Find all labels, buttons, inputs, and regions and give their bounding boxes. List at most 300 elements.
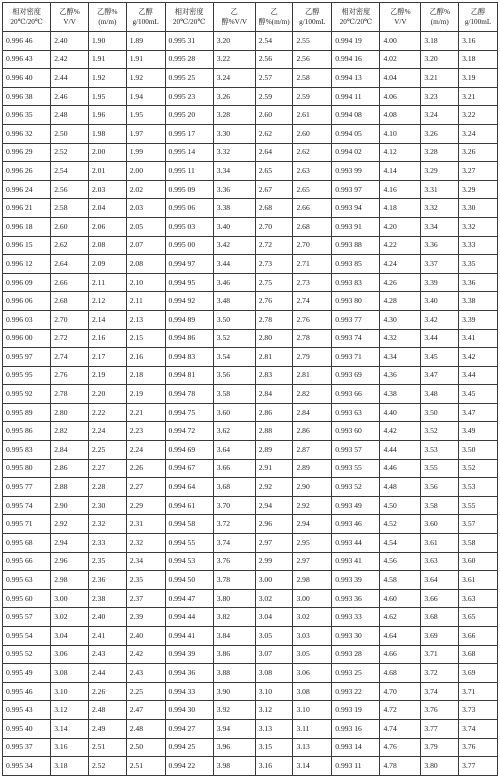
table-cell: 2.35 [126, 571, 165, 590]
table-cell: 2.47 [126, 701, 165, 720]
table-cell: 3.90 [213, 682, 255, 701]
table-cell: 4.78 [380, 757, 421, 776]
table-cell: 0.995 40 [3, 719, 51, 738]
table-cell: 1.91 [126, 50, 165, 69]
table-cell: 0.994 02 [332, 143, 380, 162]
table-cell: 3.24 [421, 106, 459, 125]
table-cell: 2.43 [88, 645, 126, 664]
table-cell: 0.994 19 [332, 32, 380, 51]
table-cell: 3.63 [459, 589, 498, 608]
table-cell: 0.993 14 [332, 738, 380, 757]
table-cell: 2.99 [255, 552, 293, 571]
table-cell: 0.995 23 [165, 87, 213, 106]
table-cell: 3.47 [421, 366, 459, 385]
table-cell: 2.04 [88, 199, 126, 218]
table-cell: 3.76 [421, 701, 459, 720]
table-row [3, 757, 498, 776]
table-cell: 3.60 [459, 552, 498, 571]
table-cell: 2.66 [293, 199, 332, 218]
table-cell: 2.76 [255, 292, 293, 311]
table-cell: 3.96 [213, 738, 255, 757]
table-cell: 0.995 54 [3, 627, 51, 646]
table-cell: 2.33 [88, 534, 126, 553]
column-header [459, 3, 498, 32]
table-cell: 3.14 [293, 757, 332, 776]
table-cell: 3.57 [459, 515, 498, 534]
table-cell: 0.993 63 [332, 403, 380, 422]
table-cell: 2.71 [293, 255, 332, 274]
table-cell: 3.39 [459, 310, 498, 329]
table-cell: 2.32 [88, 515, 126, 534]
table-cell: 0.994 44 [165, 608, 213, 627]
table-cell: 2.39 [126, 608, 165, 627]
table-cell: 0.994 30 [165, 701, 213, 720]
table-cell: 3.10 [255, 682, 293, 701]
column-header-line: 相对密度 [341, 8, 371, 16]
column-header-line: 20℃/20℃ [10, 18, 43, 26]
table-cell: 2.73 [293, 273, 332, 292]
table-cell: 0.995 60 [3, 589, 51, 608]
table-row [3, 217, 498, 236]
table-cell: 4.26 [380, 273, 421, 292]
table-cell: 0.993 71 [332, 348, 380, 367]
table-cell: 3.36 [213, 180, 255, 199]
table-cell: 3.45 [421, 348, 459, 367]
table-cell: 3.27 [459, 162, 498, 181]
table-cell: 2.79 [293, 348, 332, 367]
table-cell: 3.20 [213, 32, 255, 51]
table-cell: 0.993 77 [332, 310, 380, 329]
table-cell: 0.993 66 [332, 385, 380, 404]
table-cell: 3.19 [459, 69, 498, 88]
column-header-line: g/100mL [132, 18, 159, 26]
table-cell: 0.994 72 [165, 422, 213, 441]
table-cell: 3.71 [459, 682, 498, 701]
table-cell: 3.20 [421, 50, 459, 69]
table-cell: 2.61 [293, 106, 332, 125]
table-cell: 2.75 [255, 273, 293, 292]
table-cell: 3.13 [255, 719, 293, 738]
table-cell: 3.16 [255, 757, 293, 776]
table-cell: 2.42 [126, 645, 165, 664]
column-header-line: 乙 [230, 8, 238, 16]
table-cell: 3.74 [421, 682, 459, 701]
table-row [3, 292, 498, 311]
table-cell: 3.70 [213, 496, 255, 515]
column-header [126, 3, 165, 32]
table-cell: 3.42 [421, 310, 459, 329]
table-cell: 2.97 [255, 534, 293, 553]
table-cell: 2.16 [88, 329, 126, 348]
table-cell: 0.995 06 [165, 199, 213, 218]
table-cell: 2.58 [51, 199, 89, 218]
table-cell: 2.28 [88, 478, 126, 497]
table-cell: 0.995 71 [3, 515, 51, 534]
table-cell: 0.995 74 [3, 496, 51, 515]
table-cell: 2.44 [88, 664, 126, 683]
table-cell: 0.996 21 [3, 199, 51, 218]
table-cell: 0.996 32 [3, 124, 51, 143]
table-cell: 0.996 03 [3, 310, 51, 329]
table-cell: 3.66 [421, 589, 459, 608]
table-row [3, 124, 498, 143]
column-header-line: 醇%(m/m) [258, 18, 290, 26]
table-cell: 0.994 05 [332, 124, 380, 143]
table-cell: 3.02 [293, 608, 332, 627]
table-cell: 0.995 52 [3, 645, 51, 664]
column-header-line: 乙醇% [97, 8, 118, 16]
table-cell: 2.86 [255, 403, 293, 422]
table-cell: 3.36 [421, 236, 459, 255]
table-cell: 3.88 [213, 664, 255, 683]
column-header [380, 3, 421, 32]
table-cell: 4.50 [380, 496, 421, 515]
table-cell: 3.66 [459, 627, 498, 646]
table-cell: 2.81 [293, 366, 332, 385]
table-cell: 0.994 64 [165, 478, 213, 497]
table-cell: 3.72 [421, 664, 459, 683]
table-cell: 2.92 [255, 478, 293, 497]
table-cell: 3.23 [421, 87, 459, 106]
table-cell: 0.993 22 [332, 682, 380, 701]
table-cell: 4.68 [380, 664, 421, 683]
table-cell: 2.70 [293, 236, 332, 255]
table-cell: 0.994 83 [165, 348, 213, 367]
table-cell: 3.30 [213, 124, 255, 143]
table-cell: 4.36 [380, 366, 421, 385]
table-cell: 3.65 [459, 608, 498, 627]
table-cell: 3.46 [213, 273, 255, 292]
table-cell: 0.994 25 [165, 738, 213, 757]
table-cell: 3.36 [459, 273, 498, 292]
table-cell: 4.06 [380, 87, 421, 106]
table-cell: 3.52 [421, 422, 459, 441]
table-cell: 3.32 [213, 143, 255, 162]
table-cell: 0.995 95 [3, 366, 51, 385]
table-cell: 3.16 [459, 32, 498, 51]
column-header-line: 相对密度 [12, 8, 41, 16]
table-cell: 2.86 [51, 459, 89, 478]
table-cell: 3.68 [459, 645, 498, 664]
table-cell: 2.50 [126, 738, 165, 757]
table-cell: 2.78 [293, 329, 332, 348]
table-cell: 1.98 [88, 124, 126, 143]
table-cell: 2.94 [51, 534, 89, 553]
table-cell: 3.50 [421, 403, 459, 422]
table-cell: 2.62 [255, 124, 293, 143]
table-cell: 2.96 [255, 515, 293, 534]
table-cell: 1.92 [126, 69, 165, 88]
table-cell: 4.74 [380, 719, 421, 738]
table-cell: 2.65 [255, 162, 293, 181]
table-cell: 3.73 [459, 701, 498, 720]
table-cell: 2.78 [51, 385, 89, 404]
table-cell: 2.31 [126, 515, 165, 534]
table-cell: 0.995 34 [3, 757, 51, 776]
table-cell: 2.98 [293, 571, 332, 590]
table-cell: 2.48 [88, 701, 126, 720]
table-cell: 3.50 [459, 441, 498, 460]
table-cell: 2.65 [293, 180, 332, 199]
table-cell: 2.82 [51, 422, 89, 441]
table-cell: 2.26 [126, 459, 165, 478]
table-cell: 2.49 [88, 719, 126, 738]
table-cell: 3.68 [213, 478, 255, 497]
table-cell: 0.993 39 [332, 571, 380, 590]
table-cell: 3.78 [213, 571, 255, 590]
table-cell: 3.16 [51, 738, 89, 757]
table-cell: 2.62 [293, 143, 332, 162]
table-cell: 2.44 [51, 69, 89, 88]
table-cell: 0.993 44 [332, 534, 380, 553]
table-cell: 3.41 [459, 329, 498, 348]
table-cell: 0.993 94 [332, 199, 380, 218]
table-row [3, 645, 498, 664]
table-cell: 0.995 57 [3, 608, 51, 627]
table-row [3, 682, 498, 701]
table-cell: 0.996 00 [3, 329, 51, 348]
table-cell: 3.60 [421, 515, 459, 534]
table-cell: 3.47 [459, 403, 498, 422]
table-cell: 2.19 [126, 385, 165, 404]
table-cell: 0.995 14 [165, 143, 213, 162]
table-row [3, 199, 498, 218]
table-cell: 3.74 [459, 719, 498, 738]
table-cell: 3.55 [421, 459, 459, 478]
table-cell: 0.996 35 [3, 106, 51, 125]
table-cell: 2.80 [255, 329, 293, 348]
table-cell: 4.30 [380, 310, 421, 329]
table-cell: 3.42 [213, 236, 255, 255]
table-cell: 3.35 [459, 255, 498, 274]
table-row [3, 366, 498, 385]
table-cell: 3.44 [459, 366, 498, 385]
header-row [3, 3, 498, 32]
table-cell: 3.21 [459, 87, 498, 106]
table-cell: 0.993 99 [332, 162, 380, 181]
table-cell: 2.24 [126, 441, 165, 460]
table-cell: 4.70 [380, 682, 421, 701]
table-cell: 0.995 20 [165, 106, 213, 125]
table-cell: 1.95 [126, 106, 165, 125]
table-cell: 3.52 [213, 329, 255, 348]
table-cell: 4.12 [380, 143, 421, 162]
table-cell: 3.07 [255, 645, 293, 664]
table-cell: 3.34 [421, 217, 459, 236]
table-cell: 3.10 [51, 682, 89, 701]
table-cell: 3.53 [459, 478, 498, 497]
table-cell: 0.994 08 [332, 106, 380, 125]
table-cell: 3.53 [421, 441, 459, 460]
table-cell: 0.996 24 [3, 180, 51, 199]
table-cell: 3.12 [255, 701, 293, 720]
table-cell: 3.62 [213, 422, 255, 441]
table-row [3, 608, 498, 627]
table-cell: 2.00 [126, 162, 165, 181]
table-cell: 3.30 [459, 199, 498, 218]
table-cell: 2.02 [126, 180, 165, 199]
table-cell: 2.94 [255, 496, 293, 515]
column-header-line: 乙醇 [138, 8, 153, 16]
table-cell: 0.993 33 [332, 608, 380, 627]
table-cell: 3.58 [459, 534, 498, 553]
table-cell: 0.995 43 [3, 701, 51, 720]
table-cell: 3.06 [293, 664, 332, 683]
column-header [213, 3, 255, 32]
table-cell: 2.35 [88, 552, 126, 571]
table-cell: 3.00 [51, 589, 89, 608]
table-row [3, 589, 498, 608]
table-cell: 1.97 [126, 124, 165, 143]
table-row [3, 273, 498, 292]
table-cell: 3.28 [213, 106, 255, 125]
table-cell: 3.39 [421, 273, 459, 292]
table-cell: 4.56 [380, 552, 421, 571]
table-cell: 0.993 19 [332, 701, 380, 720]
table-cell: 3.13 [293, 738, 332, 757]
table-cell: 2.90 [293, 478, 332, 497]
table-cell: 3.03 [293, 627, 332, 646]
table-cell: 0.994 75 [165, 403, 213, 422]
table-cell: 2.56 [255, 50, 293, 69]
table-cell: 0.994 61 [165, 496, 213, 515]
table-cell: 2.59 [255, 87, 293, 106]
table-cell: 0.994 97 [165, 255, 213, 274]
table-cell: 2.88 [51, 478, 89, 497]
table-cell: 0.994 22 [165, 757, 213, 776]
table-cell: 2.01 [88, 162, 126, 181]
table-cell: 2.88 [255, 422, 293, 441]
table-cell: 2.12 [88, 292, 126, 311]
table-cell: 2.63 [293, 162, 332, 181]
table-cell: 3.40 [213, 217, 255, 236]
table-row [3, 515, 498, 534]
table-cell: 2.23 [126, 422, 165, 441]
table-cell: 3.64 [421, 571, 459, 590]
table-cell: 4.64 [380, 627, 421, 646]
table-cell: 0.994 67 [165, 459, 213, 478]
table-cell: 0.993 52 [332, 478, 380, 497]
table-cell: 3.69 [459, 664, 498, 683]
table-cell: 0.993 16 [332, 719, 380, 738]
table-cell: 0.994 36 [165, 664, 213, 683]
table-cell: 4.60 [380, 589, 421, 608]
table-cell: 0.995 31 [165, 32, 213, 51]
table-cell: 2.82 [293, 385, 332, 404]
table-cell: 3.37 [421, 255, 459, 274]
table-cell: 4.28 [380, 292, 421, 311]
table-cell: 2.84 [51, 441, 89, 460]
table-cell: 2.21 [126, 403, 165, 422]
table-cell: 1.91 [88, 50, 126, 69]
column-header-line: V/V [63, 18, 76, 26]
table-cell: 3.80 [421, 757, 459, 776]
table-row [3, 50, 498, 69]
table-cell: 3.26 [459, 143, 498, 162]
table-cell: 2.76 [51, 366, 89, 385]
table-cell: 2.38 [88, 589, 126, 608]
table-cell: 3.00 [255, 571, 293, 590]
table-cell: 2.89 [293, 459, 332, 478]
table-cell: 3.10 [293, 701, 332, 720]
table-row [3, 627, 498, 646]
column-header-line: (m/m) [430, 18, 449, 26]
table-row [3, 255, 498, 274]
table-cell: 4.54 [380, 534, 421, 553]
table-cell: 0.994 69 [165, 441, 213, 460]
table-cell: 2.08 [88, 236, 126, 255]
table-cell: 2.90 [51, 496, 89, 515]
table-cell: 0.994 41 [165, 627, 213, 646]
table-cell: 3.77 [421, 719, 459, 738]
table-cell: 2.10 [126, 273, 165, 292]
table-cell: 0.995 11 [165, 162, 213, 181]
table-cell: 0.994 27 [165, 719, 213, 738]
table-cell: 2.58 [293, 69, 332, 88]
table-cell: 3.74 [213, 534, 255, 553]
table-cell: 3.63 [421, 552, 459, 571]
table-cell: 4.66 [380, 645, 421, 664]
table-cell: 0.996 15 [3, 236, 51, 255]
table-cell: 2.27 [126, 478, 165, 497]
table-cell: 3.48 [213, 292, 255, 311]
table-row [3, 496, 498, 515]
table-cell: 4.40 [380, 403, 421, 422]
table-cell: 2.96 [51, 552, 89, 571]
table-cell: 2.24 [88, 422, 126, 441]
column-header-line: V/V [394, 18, 407, 26]
table-cell: 0.995 63 [3, 571, 51, 590]
table-cell: 0.995 37 [3, 738, 51, 757]
column-header [255, 3, 293, 32]
table-cell: 0.993 11 [332, 757, 380, 776]
column-header-line: g/100mL [299, 18, 326, 26]
table-cell: 2.26 [88, 682, 126, 701]
table-body [3, 32, 498, 776]
table-cell: 4.42 [380, 422, 421, 441]
table-cell: 0.994 81 [165, 366, 213, 385]
table-cell: 4.76 [380, 738, 421, 757]
table-cell: 3.64 [213, 441, 255, 460]
table-cell: 2.92 [293, 496, 332, 515]
table-cell: 0.995 28 [165, 50, 213, 69]
table-cell: 3.42 [459, 348, 498, 367]
table-cell: 0.993 57 [332, 441, 380, 460]
table-row [3, 441, 498, 460]
table-cell: 3.54 [213, 348, 255, 367]
table-row [3, 738, 498, 757]
table-cell: 4.00 [380, 32, 421, 51]
table-cell: 2.00 [88, 143, 126, 162]
table-cell: 2.40 [51, 32, 89, 51]
table-cell: 0.996 40 [3, 69, 51, 88]
table-cell: 2.11 [126, 292, 165, 311]
table-cell: 3.08 [51, 664, 89, 683]
table-cell: 3.24 [459, 124, 498, 143]
column-header-line: 相对密度 [174, 8, 204, 16]
table-row [3, 162, 498, 181]
table-cell: 0.993 55 [332, 459, 380, 478]
table-cell: 1.89 [126, 32, 165, 51]
column-header [293, 3, 332, 32]
table-cell: 0.996 12 [3, 255, 51, 274]
table-cell: 4.22 [380, 236, 421, 255]
table-cell: 2.83 [255, 366, 293, 385]
table-row [3, 385, 498, 404]
alcohol-density-table [2, 2, 498, 776]
table-cell: 2.89 [255, 441, 293, 460]
table-cell: 3.22 [213, 50, 255, 69]
